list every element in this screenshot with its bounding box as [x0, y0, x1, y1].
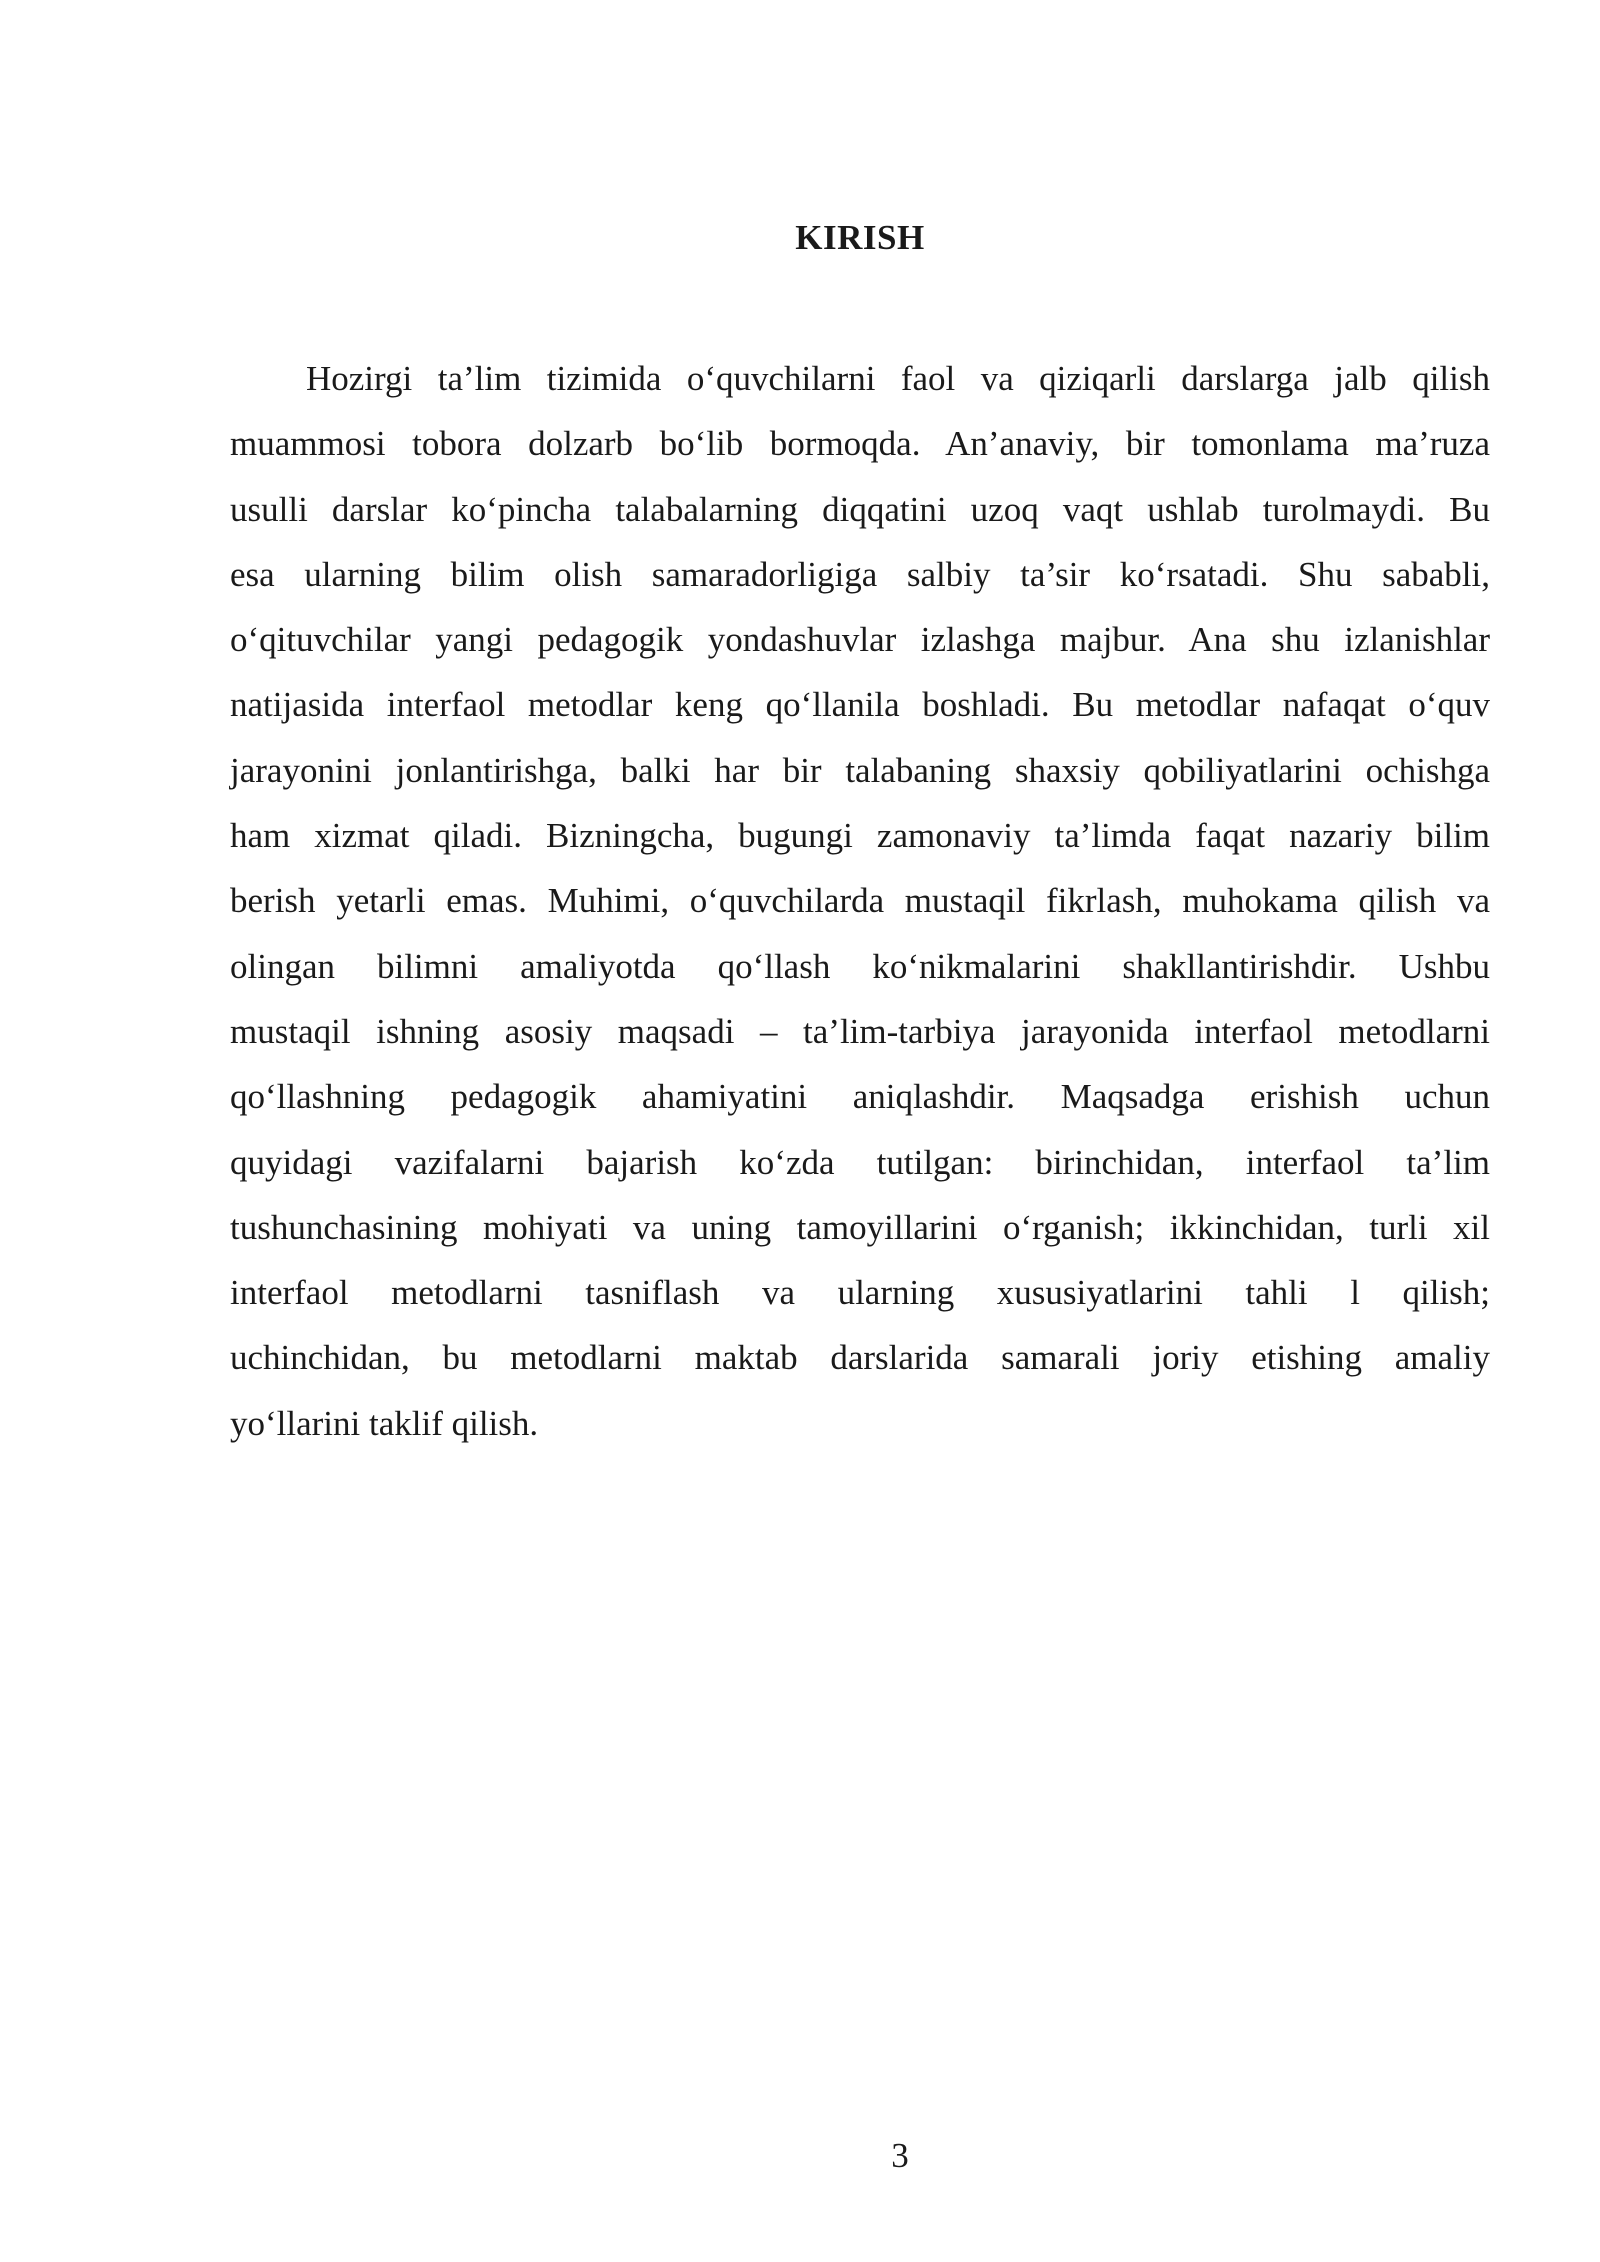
paragraph-line: natijasida interfaol metodlar keng qo‘llanila boshladi. Bu metodlar nafaqat o‘quv — [230, 685, 1490, 725]
paragraph-line: muammosi tobora dolzarb bo‘lib bormoqda. An’anaviy, bir tomonlama ma’ruza — [230, 424, 1490, 464]
paragraph-line: jarayonini jonlantirishga, balki har bir talabaning shaxsiy qobiliyatlarini ochishga — [230, 750, 1490, 790]
paragraph-line: quyidagi vazifalarni bajarish ko‘zda tutilgan: birinchidan, interfaol ta’lim — [230, 1142, 1490, 1182]
paragraph-line: uchinchidan, bu metodlarni maktab darslarida samarali joriy etishing amaliy — [230, 1338, 1490, 1378]
paragraph-line: esa ularning bilim olish samaradorligiga salbiy ta’sir ko‘rsatadi. Shu sababli, — [230, 554, 1490, 594]
paragraph-line: usulli darslar ko‘pincha talabalarning diqqatini uzoq vaqt ushlab turolmaydi. Bu — [230, 489, 1490, 529]
paragraph-line: mustaqil ishning asosiy maqsadi – ta’lim-tarbiya jarayonida interfaol metodlarni — [230, 1011, 1490, 1051]
page-number: 3 — [891, 2136, 909, 2175]
paragraph-line: o‘qituvchilar yangi pedagogik yondashuvlar izlashga majbur. Ana shu izlanishlar — [230, 620, 1490, 660]
paragraph-line: Hozirgi ta’lim tizimida o‘quvchilarni faol va qiziqarli darslarga jalb qilish — [306, 359, 1490, 398]
paragraph-line: olingan bilimni amaliyotda qo‘llash ko‘nikmalarini shakllantirishdir. Ushbu — [230, 946, 1490, 986]
section-heading: KIRISH — [795, 218, 925, 257]
paragraph-line: ham xizmat qiladi. Bizningcha, bugungi zamonaviy ta’limda faqat nazariy bilim — [230, 816, 1490, 856]
paragraph-line: yo‘llarini taklif qilish. — [230, 1403, 539, 1443]
paragraph-line: tushunchasining mohiyati va uning tamoyillarini o‘rganish; ikkinchidan, turli xil — [230, 1207, 1490, 1247]
paragraph-line: berish yetarli emas. Muhimi, o‘quvchilarda mustaqil fikrlash, muhokama qilish va — [230, 881, 1490, 921]
body-paragraph — [230, 346, 1490, 1456]
paragraph-line: qo‘llashning pedagogik ahamiyatini aniqlashdir. Maqsadga erishish uchun — [230, 1077, 1490, 1117]
paragraph-line: interfaol metodlarni tasniflash va ularning xususiyatlarini tahli l qilish; — [230, 1273, 1490, 1313]
